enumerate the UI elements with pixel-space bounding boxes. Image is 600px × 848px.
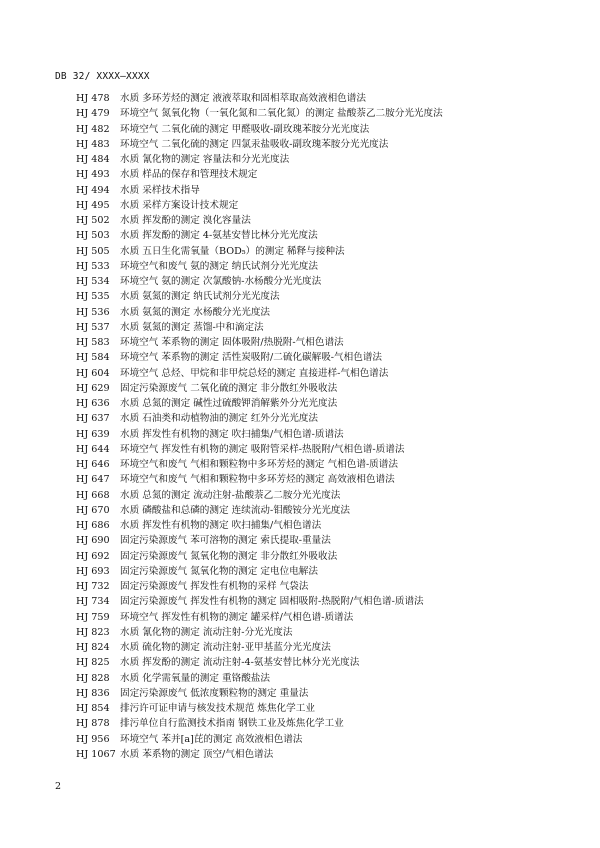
standard-title: 环境空气 二氧化硫的测定 四氯汞盐吸收-副玫瑰苯胺分光光度法: [120, 138, 389, 150]
standard-entry: [76, 549, 576, 564]
standard-code: HJ 670: [76, 504, 110, 516]
standard-entry: [76, 610, 576, 625]
standard-code: HJ 828: [76, 672, 110, 684]
standard-entry: [76, 320, 576, 335]
standard-code: HJ 759: [76, 611, 110, 623]
standard-title: 环境空气 苯系物的测定 活性炭吸附/二硫化碳解吸-气相色谱法: [120, 352, 383, 364]
standard-title: 水质 氰化物的测定 容量法和分光光度法: [120, 154, 290, 165]
standard-entry: [76, 457, 576, 472]
standard-code: HJ 692: [76, 550, 110, 562]
standard-title: 水质 采样方案设计技术规定: [120, 199, 239, 211]
standard-entry: [76, 259, 576, 274]
standard-code: HJ 693: [76, 565, 110, 577]
standard-title: 水质 苯系物的测定 顶空/气相色谱法: [120, 748, 274, 760]
standard-title: 固定污染源废气 挥发性有机物的测定 固相吸附-热脱附/气相色谱-质谱法: [120, 596, 424, 608]
standard-code: HJ 637: [76, 413, 110, 425]
standard-title: 固定污染源废气 挥发性有机物的采样 气袋法: [120, 581, 309, 592]
standard-code: HJ 646: [76, 459, 110, 470]
standard-entry: [76, 503, 576, 518]
standard-entry: [76, 228, 576, 243]
standard-title: 水质 挥发酚的测定 流动注射-4-氨基安替比林分光光度法: [120, 657, 360, 669]
standard-code: HJ 533: [76, 260, 110, 272]
standard-code: HJ 644: [76, 443, 110, 455]
standard-entry: [76, 198, 576, 213]
standard-code: HJ 495: [76, 199, 110, 211]
standard-code: HJ 484: [76, 154, 110, 165]
standard-title: 水质 挥发性有机物的测定 吹扫捕集/气相色谱法: [120, 520, 322, 531]
standard-code: HJ 536: [76, 306, 110, 318]
standard-title: 水质 挥发性有机物的测定 吹扫捕集/气相色谱-质谱法: [120, 428, 344, 440]
standard-entry: [76, 274, 576, 289]
standard-code: HJ 604: [76, 367, 110, 379]
standard-code: HJ 878: [76, 718, 110, 730]
document-header: DB 32/ XXXX—XXXX: [55, 71, 150, 82]
standard-title: 环境空气和废气 气相和颗粒物中多环芳烃的测定 气相色谱-质谱法: [120, 459, 398, 470]
standard-title: 固定污染源废气 氮氧化物的测定 非分散红外吸收法: [120, 550, 338, 562]
standard-code: HJ 639: [76, 428, 110, 440]
standard-code: HJ 534: [76, 276, 110, 287]
standard-entry: [76, 701, 576, 716]
standard-title: 水质 磷酸盐和总磷的测定 连续流动-钼酸铵分光光度法: [120, 504, 350, 516]
standard-title: 水质 氨氮的测定 蒸馏-中和滴定法: [120, 321, 264, 333]
standard-entry: [76, 137, 576, 152]
standard-title: 水质 石油类和动植物油的测定 红外分光光度法: [120, 413, 318, 425]
standard-code: HJ 479: [76, 108, 110, 120]
standard-title: 水质 总氮的测定 碱性过硫酸钾消解紫外分光光度法: [120, 398, 338, 409]
standard-code: HJ 668: [76, 489, 110, 501]
standard-entry: [76, 411, 576, 426]
standard-code: HJ 583: [76, 337, 110, 348]
standard-title: 水质 氰化物的测定 流动注射-分光光度法: [120, 626, 293, 638]
standard-code: HJ 836: [76, 687, 110, 699]
standard-entry: [76, 716, 576, 731]
standard-title: 水质 化学需氧量的测定 重铬酸盐法: [120, 672, 271, 684]
standard-title: 水质 挥发酚的测定 4-氨基安替比林分光光度法: [120, 230, 318, 242]
standard-code: HJ 825: [76, 657, 110, 669]
standard-entry: [76, 732, 576, 747]
standard-code: HJ 956: [76, 733, 110, 745]
standard-code: HJ 535: [76, 291, 110, 303]
standard-title: 水质 氨氮的测定 水杨酸分光光度法: [120, 306, 271, 318]
standard-code: HJ 502: [76, 215, 110, 226]
standard-entry: [76, 594, 576, 609]
standard-entry: [76, 244, 576, 259]
standard-title: 环境空气和废气 氨的测定 纳氏试剂分光光度法: [120, 260, 318, 272]
standards-list: [76, 91, 576, 762]
standard-entry: [76, 167, 576, 182]
standard-title: 水质 总氮的测定 流动注射-盐酸萘乙二胺分光光度法: [120, 489, 341, 501]
standard-code: HJ 505: [76, 245, 110, 257]
standard-entry: [76, 183, 576, 198]
standard-title: 固定污染源废气 氮氧化物的测定 定电位电解法: [120, 565, 318, 577]
standard-title: 环境空气 氮氧化物（一氧化氮和二氧化氮）的测定 盐酸萘乙二胺分光光度法: [120, 108, 443, 120]
standard-title: 排污许可证申请与核发技术规范 炼焦化学工业: [120, 703, 315, 714]
standard-title: 固定污染源废气 苯可溶物的测定 索氏提取-重量法: [120, 535, 331, 547]
standard-title: 水质 样品的保存和管理技术规定: [120, 169, 258, 181]
standard-entry: [76, 442, 576, 457]
standard-code: HJ 690: [76, 535, 110, 547]
standard-entry: [76, 122, 576, 137]
standard-title: 环境空气和废气 气相和颗粒物中多环芳烃的测定 高效液相色谱法: [120, 474, 395, 486]
standard-code: HJ 478: [76, 93, 110, 104]
standard-entry: [76, 366, 576, 381]
standard-entry: [76, 427, 576, 442]
standard-title: 环境空气 总烃、甲烷和非甲烷总烃的测定 直接进样-气相色谱法: [120, 367, 389, 379]
standard-entry: [76, 747, 576, 762]
standard-code: HJ 823: [76, 626, 110, 638]
standard-entry: [76, 381, 576, 396]
standard-entry: [76, 564, 576, 579]
standard-entry: [76, 106, 576, 121]
standard-entry: [76, 488, 576, 503]
standard-title: 环境空气 苯系物的测定 固体吸附/热脱附-气相色谱法: [120, 337, 344, 348]
standard-entry: [76, 686, 576, 701]
page-number: 2: [55, 781, 62, 792]
standard-entry: [76, 305, 576, 320]
standard-title: 水质 硫化物的测定 流动注射-亚甲基蓝分光光度法: [120, 642, 331, 653]
standard-code: HJ 854: [76, 703, 110, 714]
standard-title: 固定污染源废气 二氧化硫的测定 非分散红外吸收法: [120, 382, 338, 394]
standard-entry: [76, 350, 576, 365]
standard-entry: [76, 518, 576, 533]
standard-entry: [76, 289, 576, 304]
standard-title: 水质 五日生化需氧量（BOD₅）的测定 稀释与接种法: [120, 245, 345, 257]
standard-title: 环境空气 苯并[a]芘的测定 高效液相色谱法: [120, 733, 303, 745]
standard-title: 水质 采样技术指导: [120, 184, 200, 196]
standard-title: 水质 挥发酚的测定 溴化容量法: [120, 215, 251, 226]
standard-entry: [76, 91, 576, 106]
standard-title: 水质 氨氮的测定 纳氏试剂分光光度法: [120, 291, 280, 303]
standard-entry: [76, 671, 576, 686]
standard-code: HJ 482: [76, 123, 110, 135]
standard-code: HJ 686: [76, 520, 110, 531]
standard-title: 固定污染源废气 低浓度颗粒物的测定 重量法: [120, 687, 309, 699]
standard-entry: [76, 335, 576, 350]
standard-entry: [76, 640, 576, 655]
standard-entry: [76, 472, 576, 487]
standard-code: HJ 734: [76, 596, 110, 608]
standard-title: 排污单位自行监测技术指南 钢铁工业及炼焦化学工业: [120, 718, 344, 730]
standard-code: HJ 503: [76, 230, 110, 242]
standard-code: HJ 1067: [76, 748, 116, 760]
standard-code: HJ 537: [76, 321, 110, 333]
standard-code: HJ 584: [76, 352, 110, 364]
standard-code: HJ 647: [76, 474, 110, 486]
standard-code: HJ 493: [76, 169, 110, 181]
standard-title: 水质 多环芳烃的测定 液液萃取和固相萃取高效液相色谱法: [120, 93, 366, 104]
standard-code: HJ 732: [76, 581, 110, 592]
standard-code: HJ 483: [76, 138, 110, 150]
standard-entry: [76, 213, 576, 228]
standard-title: 环境空气 二氧化硫的测定 甲醛吸收-副玫瑰苯胺分光光度法: [120, 123, 370, 135]
standard-code: HJ 494: [76, 184, 110, 196]
standard-code: HJ 824: [76, 642, 110, 653]
standard-entry: [76, 152, 576, 167]
standard-entry: [76, 396, 576, 411]
standard-code: HJ 636: [76, 398, 110, 409]
standard-title: 环境空气 氨的测定 次氯酸钠-水杨酸分光光度法: [120, 276, 322, 287]
standard-title: 环境空气 挥发性有机物的测定 罐采样/气相色谱-质谱法: [120, 611, 354, 623]
standard-entry: [76, 625, 576, 640]
standard-entry: [76, 533, 576, 548]
standard-entry: [76, 655, 576, 670]
standard-code: HJ 629: [76, 382, 110, 394]
standard-title: 环境空气 挥发性有机物的测定 吸附管采样-热脱附/气相色谱-质谱法: [120, 443, 405, 455]
standard-entry: [76, 579, 576, 594]
